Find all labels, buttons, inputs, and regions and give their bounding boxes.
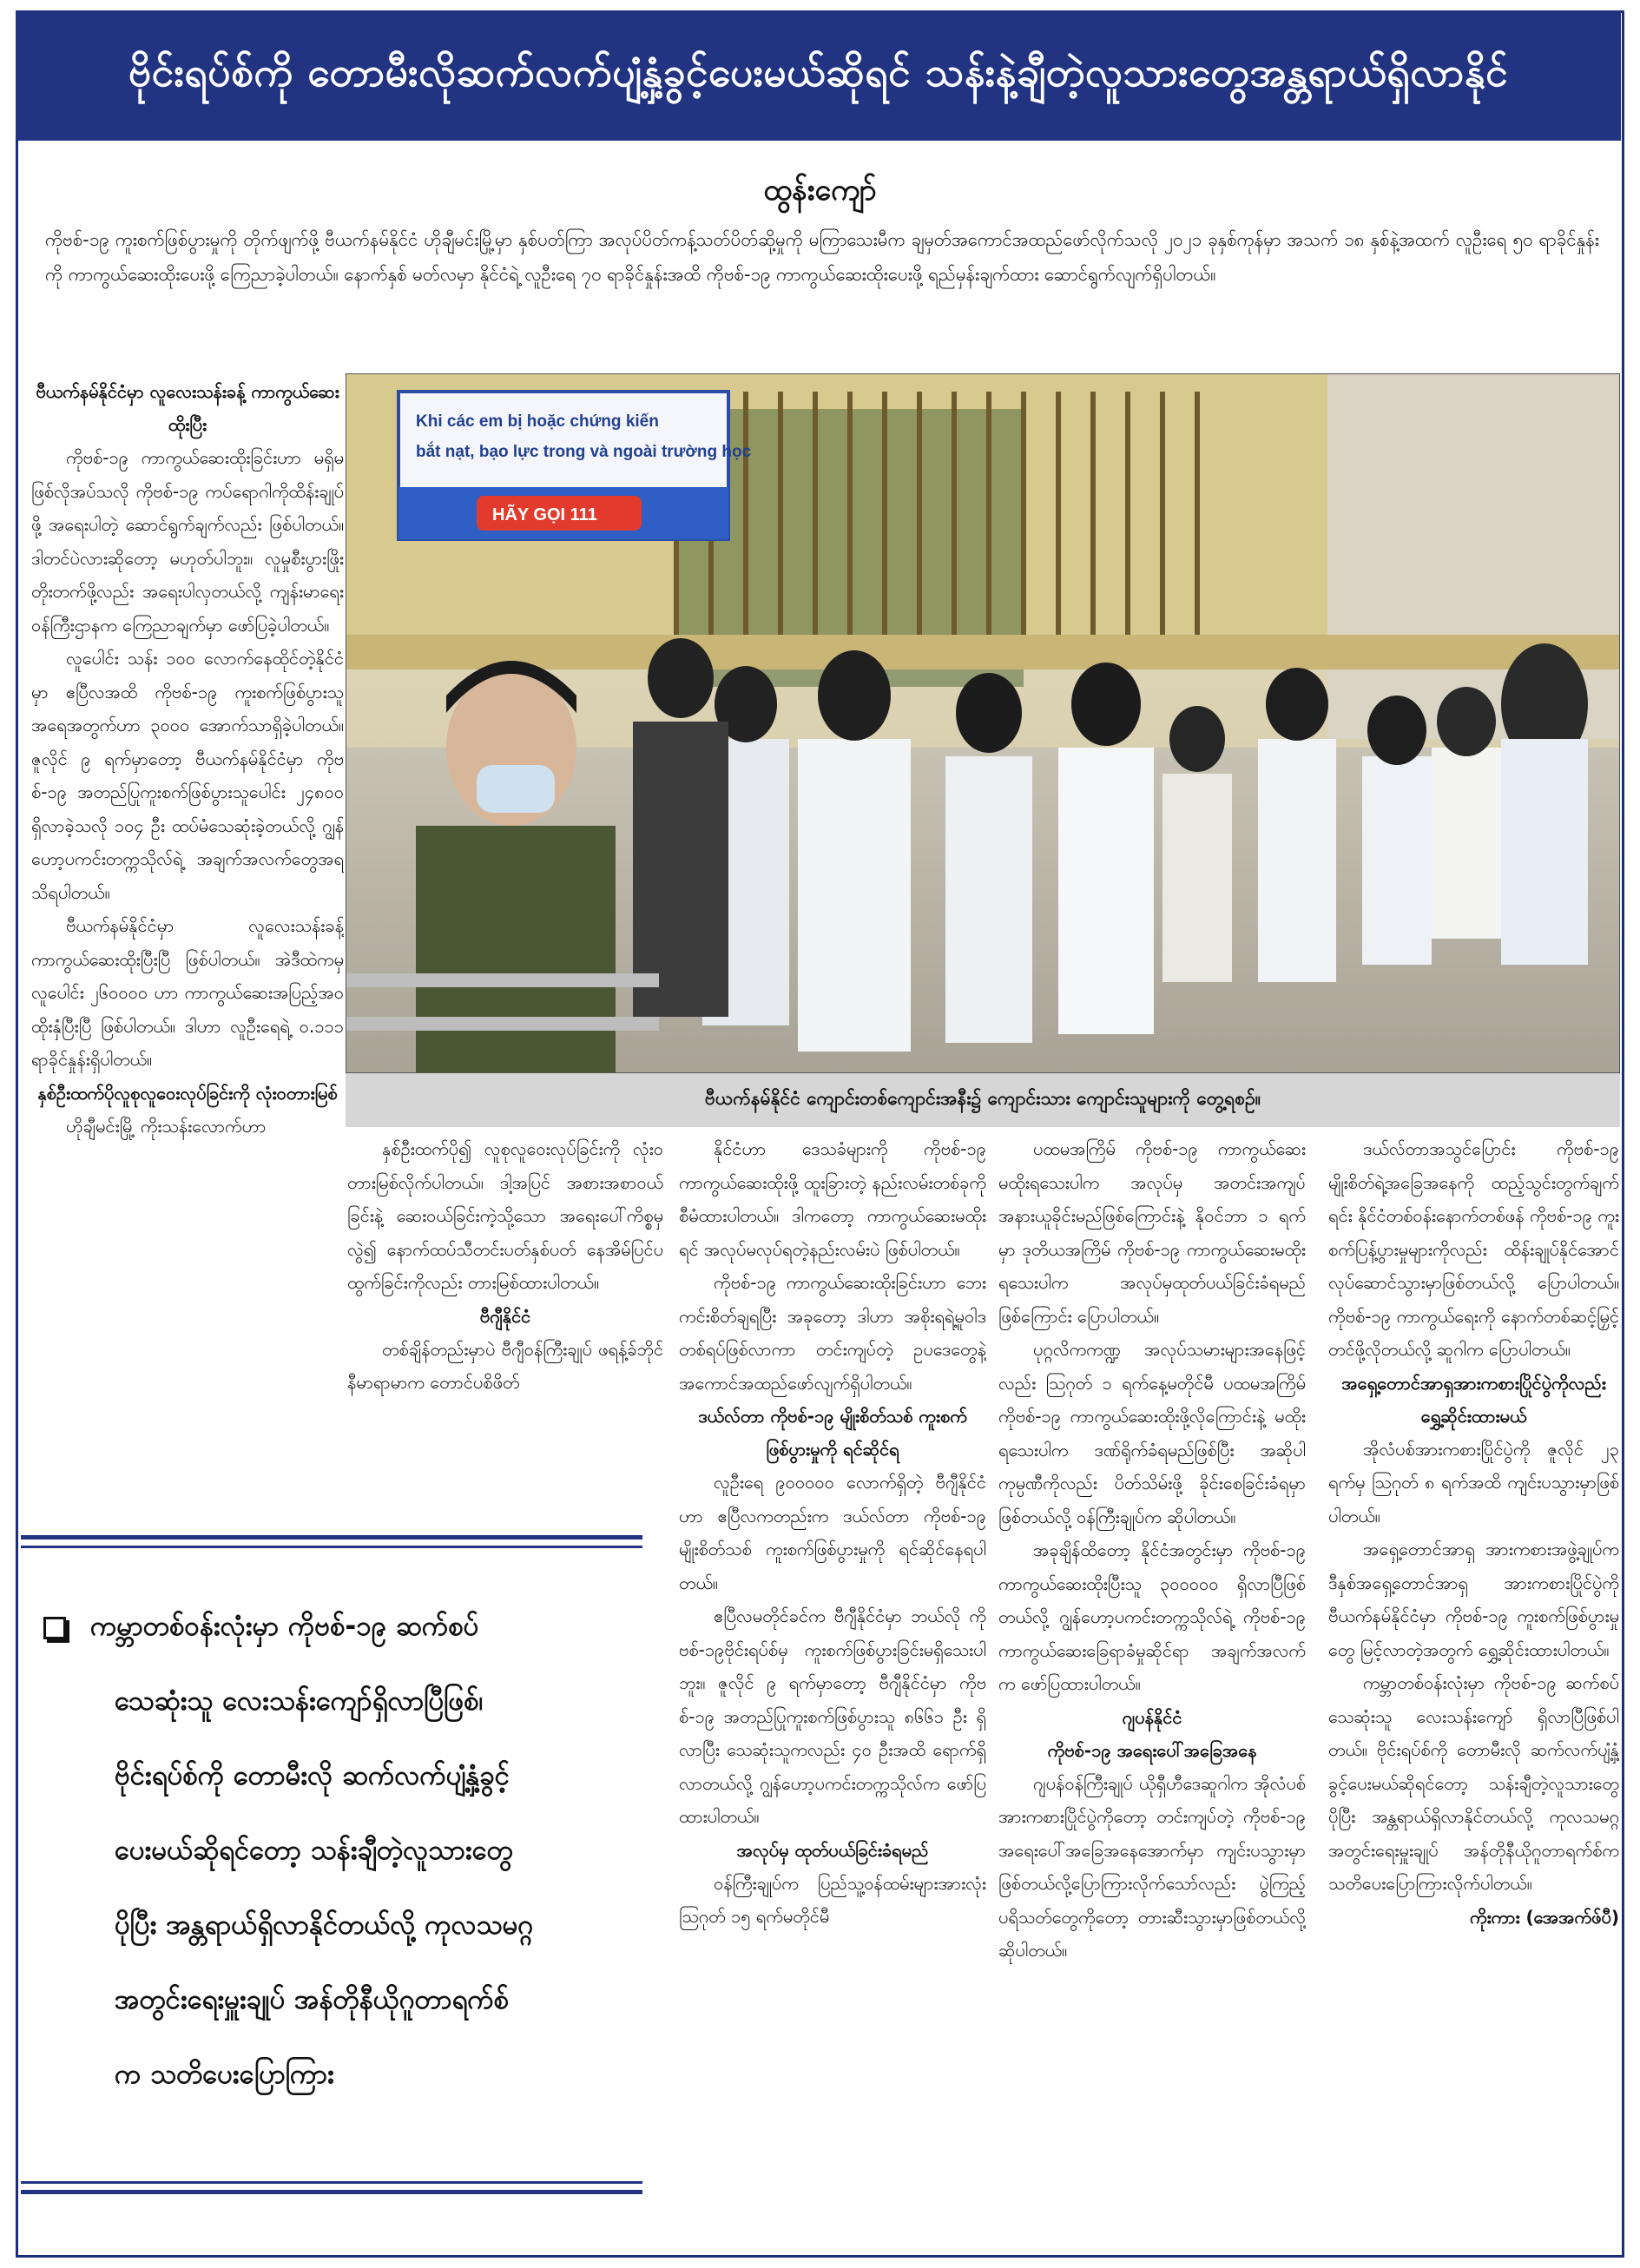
paragraph: ဗီယက်နမ်နိုင်ငံမှာ လူလေးသန်းခန့် ကာကွယ်ဆေးထိုးပြီးပြီ ဖြစ်ပါတယ်။ အဲဒီထဲကမှ လူပေါင်း ၂၆၀၀၀၀ ဟာ ကာကွယ်ဆေးအပြည့်အဝ ထိုးနှံပြီးပြီ ဖြစ်ပါတယ်။ ဒါဟာ လူဦးရေရဲ့ ၀.၁၁၁ ရာခိုင်နှုန်းရှိပါတယ်။: [31, 915, 344, 1070]
paragraph: အိုလံပစ်အားကစားပြိုင်ပွဲကို ဇူလိုင် ၂၃ ရက်မှ သြဂုတ် ၈ ရက်အထိ ကျင်းပသွားမှာဖြစ်ပါတယ်။: [1328, 1438, 1619, 1526]
pullquote-line: ကမ္ဘာတစ်ဝန်းလုံးမှာ ကိုဗစ်-၁၉ ဆက်စပ်: [90, 1611, 479, 1642]
paragraph: ကိုဗစ်-၁၉ ကာကွယ်ဆေးထိုးခြင်းဟာ ဘေးကင်းစိတ်ချရပြီး အခုတော့ ဒါဟာ အစိုးရရဲ့မူဝါဒတစ်ရပ်ဖြစ်လာကာ တင်းကျပ်တဲ့ ဥပဒေတွေနဲ့ အကောင်အထည်ဖော်လျက်ရှိပါတယ်။: [679, 1272, 986, 1394]
pullquote-rule-top-thin: [21, 1546, 642, 1548]
subheading: ကိုဗစ်-၁၉ အရေးပေါ်အခြေအနေ: [1047, 1739, 1257, 1761]
paragraph: ကမ္ဘာတစ်ဝန်းလုံးမှာ ကိုဗစ်-၁၉ ဆက်စပ်သေဆုံးသူ လေးသန်းကျော် ရှိလာပြီဖြစ်ပါတယ်။ ဗိုင်းရပ်စ်ကို တောမီးလို ဆက်လက်ပျံ့နှံ့ခွင့်ပေးမယ်ဆိုရင်တော့ သန်းချီတဲ့လူသားတွေ ပိုပြီး အန္တရာယ်ရှိလာနိုင်တယ်လို့ ကုလသမဂ္ဂ အတွင်းရေးမှူးချုပ် အန်တိုနီယိုဂူတာရက်စ်က သတိပေးပြောကြားလိုက်ပါတယ်။: [1328, 1672, 1619, 1894]
pullquote-line: က သတိပေးပြောကြား: [115, 2059, 334, 2090]
sign-line-2: bắt nạt, bạo lực trong và ngoài trường học: [416, 443, 752, 461]
column-3: [679, 1132, 986, 2244]
paragraph: ဂျပန်ဝန်ကြီးချုပ် ယိုရှီဟီဒေဆူဂါက အိုလံပစ်အားကစားပြိုင်ပွဲကိုတော့ တင်းကျပ်တဲ့ ကိုဗစ်-၁၉ အရေးပေါ်အခြေအနေအောက်မှာ ကျင်းပသွားမှာဖြစ်တယ်လို့ပြောကြားလိုက်သော်လည်း ပွဲကြည့်ပရိသတ်တွေကိုတော့ တားဆီးသွားမှာဖြစ်တယ်လို့ ဆိုပါတယ်။: [998, 1772, 1306, 1961]
pullquote: [43, 1589, 642, 2112]
subheading: ဒယ်လ်တာ ကိုဗစ်-၁၉ မျိုးစိတ်သစ် ကူးစက်ဖြစ်ပွားမှုကို ရင်ဆိုင်ရ: [698, 1406, 967, 1460]
column-5: [1328, 1132, 1619, 2244]
paragraph: ကိုဗစ်-၁၉ ကာကွယ်ဆေးထိုးခြင်းဟာ မရှိမဖြစ်လိုအပ်သလို ကိုဗစ်-၁၉ ကပ်ရောဂါကိုထိန်းချုပ်ဖို့ အရေးပါတဲ့ ဆောင်ရွက်ချက်လည်း ဖြစ်ပါတယ်။ ဒါတင်ပဲလားဆိုတော့ မဟုတ်ပါဘူး။ လူမှုစီးပွားဖြိုးတိုးတက်ဖို့လည်း အရေးပါလှတယ်လို့ ကျန်းမာရေးဝန်ကြီးဌာနက ကြေညာချက်မှာ ဖော်ပြခဲ့ပါတယ်။: [31, 447, 344, 636]
subheading: ဗီယက်နမ်နိုင်ငံမှာ လူလေးသန်းခန့် ကာကွယ်ဆေးထိုးပြီး: [36, 381, 339, 435]
pullquote-line: သေဆုံးသူ လေးသန်းကျော်ရှိလာပြီဖြစ်၊: [115, 1685, 484, 1717]
subheading: အလုပ်မှ ထုတ်ပယ်ခြင်းခံရမည်: [736, 1839, 929, 1861]
subheading: ဂျပန်နိုင်ငံ: [1122, 1706, 1182, 1728]
sign-line-1: Khi các em bị hoặc chứng kiến: [416, 412, 659, 431]
paragraph: အခုချိန်ထိတော့ နိုင်ငံအတွင်းမှာ ကိုဗစ်-၁၉ ကာကွယ်ဆေးထိုးပြီးသူ ၃၀၀၀၀၀ ရှိလာပြီဖြစ်တယ်လို့ ဂျွန်ဟော့ပကင်းတက္ကသိုလ်ရဲ့ ကိုဗစ်-၁၉ ကာကွယ်ဆေးခြေရာခံမှုဆိုင်ရာ အချက်အလက်က ဖော်ပြထားပါတယ်။: [998, 1539, 1306, 1694]
subheading: ဗီဂျီနိုင်ငံ: [479, 1305, 531, 1327]
pullquote-rule-top: [21, 1535, 642, 1539]
sign-badge: HÃY GỌI 111: [492, 505, 597, 524]
paragraph: ဒယ်လ်တာအသွင်ပြောင်း ကိုဗစ်-၁၉ မျိုးစိတ်ရဲ့အခြေအနေကို ထည့်သွင်းတွက်ချက်ရင်း နိုင်ငံတစ်ဝန်းနောက်တစ်ဖန် ကိုဗစ်-၁၉ ကူးစက်ပြန့်ပွားမှုများကိုလည်း ထိန်းချုပ်နိုင်အောင် လုပ်ဆောင်သွားမှာဖြစ်တယ်လို့ ပြောပါတယ်။ ကိုဗစ်-၁၉ ကာကွယ်ရေးကို နောက်တစ်ဆင့်မြှင့်တင်ဖို့လိုတယ်လို့ ဆူဂါက ပြောပါတယ်။: [1328, 1138, 1619, 1360]
paragraph: အရှေ့တောင်အာရှ အားကစားအဖွဲ့ချုပ်က ဒီနှစ်အရှေ့တောင်အာရှ အားကစားပြိုင်ပွဲကို ဗီယက်နမ်နိုင်ငံမှာ ကိုဗစ်-၁၉ ကူးစက်ဖြစ်ပွားမှုတွေ မြင့်လာတဲ့အတွက် ရွှေ့ဆိုင်းထားပါတယ်။: [1328, 1539, 1619, 1660]
pullquote-line: ပိုပြီး အန္တရာယ်ရှိလာနိုင်တယ်လို့ ကုလသမဂ္ဂ: [115, 1909, 534, 1941]
pullquote-rule-bottom-thin: [21, 2181, 642, 2184]
pullquote-line: ဗိုင်းရပ်စ်ကို တောမီးလို ဆက်လက်ပျံ့နှံ့ခွင့်: [115, 1760, 510, 1791]
paragraph: လူဦးရေ ၉၀၀၀၀၀ လောက်ရှိတဲ့ ဗီဂျီနိုင်ငံဟာ ဧပြီလကတည်းက ဒယ်လ်တာ ကိုဗစ်-၁၉ မျိုးစိတ်သစ် ကူးစက်ဖြစ်ပွားမှုကို ရင်ဆိုင်နေရပါတယ်။: [679, 1472, 986, 1593]
paragraph: ဟိုချီမင်းမြို့ ကိုးသန်းလောက်ဟာ: [66, 1115, 267, 1137]
paragraph: နှစ်ဦးထက်ပို၍ လူစုလူဝေးလုပ်ခြင်းကို လုံးဝတားမြစ်လိုက်ပါတယ်။ ဒါ့အပြင် အစားအစာဝယ်ခြင်းနဲ့ ဆေးဝယ်ခြင်းကဲ့သို့သော အရေးပေါ်ကိစ္စမှလွဲ၍ နောက်ထပ်သီတင်းပတ်နှစ်ပတ် နေအိမ်ပြင်ပထွက်ခြင်းကိုလည်း တားမြစ်ထားပါတယ်။: [347, 1138, 663, 1293]
pullquote-line: အတွင်းရေးမှူးချုပ် အန်တိုနီယိုဂူတာရက်စ်: [115, 1984, 510, 2015]
subheading: နှစ်ဦးထက်ပိုလူစုလူဝေးလုပ်ခြင်းကို လုံးဝတားမြစ်: [37, 1082, 338, 1104]
paragraph: ဝန်ကြီးချုပ်က ပြည်သူ့ဝန်ထမ်းများအားလုံး သြဂုတ် ၁၅ ရက်မတိုင်မီ: [679, 1872, 986, 1927]
headline: ဗိုင်းရပ်စ်ကို တောမီးလိုဆက်လက်ပျံ့နှံ့ခွင့်ပေးမယ်ဆိုရင် သန်းနဲ့ချီတဲ့လူသားတွေအန္တရာယ်ရှိလာနိုင်: [128, 48, 1509, 96]
source-credit: ကိုးကား (အေအက်ဖ်ပီ): [1470, 1906, 1619, 1928]
pullquote-line: ပေးမယ်ဆိုရင်တော့ သန်းချီတဲ့လူသားတွေ: [115, 1835, 513, 1866]
photo-caption: ဗီယက်နမ်နိုင်ငံ ကျောင်းတစ်ကျောင်းအနီး၌ ကျောင်းသား ကျောင်းသူများကို တွေ့ရစဉ်။: [346, 1073, 1620, 1127]
paragraph: နိုင်ငံဟာ ဒေသခံများကို ကိုဗစ်-၁၉ ကာကွယ်ဆေးထိုးဖို့ ထူးခြားတဲ့ နည်းလမ်းတစ်ခုကို စီမံထားပါတယ်။ ဒါကတော့ ကာကွယ်ဆေးမထိုးရင် အလုပ်မလုပ်ရတဲ့နည်းလမ်းပဲ ဖြစ်ပါတယ်။: [679, 1138, 986, 1260]
subheading: အရှေ့တောင်အာရှအားကစားပြိုင်ပွဲကိုလည်း ရွှေ့ဆိုင်းထားမယ်: [1341, 1372, 1606, 1427]
pullquote-rule-bottom: [21, 2190, 642, 2194]
paragraph: ပထမအကြိမ် ကိုဗစ်-၁၉ ကာကွယ်ဆေးမထိုးရသေးပါက အလုပ်မှ အတင်းအကျပ်အနားယူခိုင်းမည်ဖြစ်ကြောင်းနဲ့ နိုဝင်ဘာ ၁ ရက်မှာ ဒုတိယအကြိမ် ကိုဗစ်-၁၉ ကာကွယ်ဆေးမထိုးရသေးပါက အလုပ်မှထုတ်ပယ်ခြင်းခံရမည် ဖြစ်ကြောင်း ပြောပါတယ်။: [998, 1138, 1306, 1327]
headline-banner: [16, 12, 1621, 141]
byline: ထွန်းကျော်: [763, 173, 877, 208]
photo-illustration: [346, 374, 1620, 1073]
square-bullet-icon: [43, 1617, 66, 1639]
paragraph: တစ်ချိန်တည်းမှာပဲ ဗီဂျီဝန်ကြီးချုပ် ဖရန့်ခ်ဘိုင်နီမာရာမာက တောင်ပစိဖိတ်: [347, 1338, 663, 1393]
paragraph: လူပေါင်း သန်း ၁၀၀ လောက်နေထိုင်တဲ့နိုင်ငံမှာ ဧပြီလအထိ ကိုဗစ်-၁၉ ကူးစက်ဖြစ်ပွားသူအရေအတွက်ဟာ ၃၀၀၀ အောက်သာရှိခဲ့ပါတယ်။ ဇူလိုင် ၉ ရက်မှာတော့ ဗီယက်နမ်နိုင်ငံမှာ ကိုဗစ်-၁၉ အတည်ပြုကူးစက်ဖြစ်ပွားသူပေါင်း ၂၄၈၀၀ ရှိလာခဲ့သလို ၁၀၄ ဦး ထပ်မံသေဆုံးခဲ့တယ်လို့ ဂျွန်ဟော့ပကင်းတက္ကသိုလ်ရဲ့ အချက်အလက်တွေအရ သိရပါတယ်။: [31, 648, 344, 903]
column-4: [998, 1132, 1306, 2244]
lead-paragraph: ကိုဗစ်-၁၉ ကူးစက်ဖြစ်ပွားမှုကို တိုက်ဖျက်ဖို့ ဗီယက်နမ်နိုင်ငံ ဟိုချီမင်းမြို့မှာ နှစ်ပတ်ကြာ အလုပ်ပိတ်ကန့်သတ်ပိတ်ဆို့မှုကို မကြာသေးမီက ချမှတ်အကောင်အထည်ဖော်လိုက်သလို ၂၀၂၁ ခုနှစ်ကုန်မှာ အသက် ၁၈ နှစ်နဲ့အထက် လူဦးရေ ၅၀ ရာခိုင်နှုန်းကို ကာကွယ်ဆေးထိုးပေးဖို့ ကြေညာခဲ့ပါတယ်။ နောက်နှစ် မတ်လမှာ နိုင်ငံရဲ့ လူဦးရေ ၇၀ ရာခိုင်နှုန်းအထိ ကိုဗစ်-၁၉ ကာကွယ်ဆေးထိုးပေးဖို့ ရည်မှန်းချက်ထား ဆောင်ရွက်လျက်ရှိပါတယ်။: [45, 229, 1599, 285]
paragraph: ဧပြီလမတိုင်ခင်က ဗီဂျီနိုင်ငံမှာ ဘယ်လို ကိုဗစ်-၁၉ဗိုင်းရပ်စ်မှ ကူးစက်ဖြစ်ပွားခြင်းမရှိသေးပါဘူး။ ဇူလိုင် ၉ ရက်မှာတော့ ဗီဂျီနိုင်ငံမှာ ကိုဗစ်-၁၉ အတည်ပြုကူးစက်ဖြစ်ပွားသူ ၈၆၆၁ ဦး ရှိလာပြီး သေဆုံးသူကလည်း ၄၀ ဦးအထိ ရောက်ရှိလာတယ်လို့ ဂျွန်ဟော့ပကင်းတက္ကသိုလ်က ဖော်ပြထားပါတယ်။: [679, 1605, 986, 1827]
column-1: [31, 375, 344, 1417]
news-photo: [346, 373, 1620, 1073]
paragraph: ပုဂ္ဂလိကကဏ္ဍ အလုပ်သမားများအနေဖြင့်လည်း သြဂုတ် ၁ ရက်နေ့မတိုင်မီ ပထမအကြိမ် ကိုဗစ်-၁၉ ကာကွယ်ဆေးထိုးဖို့လိုကြောင်းနဲ့ မထိုးရသေးပါက ဒဏ်ရိုက်ခံရမည်ဖြစ်ပြီး အဆိုပါကုမ္ပဏီကိုလည်း ပိတ်သိမ်းဖို့ ခိုင်းစေခြင်းခံရမှာ ဖြစ်တယ်လို့ ဝန်ကြီးချုပ်က ဆိုပါတယ်။: [998, 1339, 1306, 1527]
